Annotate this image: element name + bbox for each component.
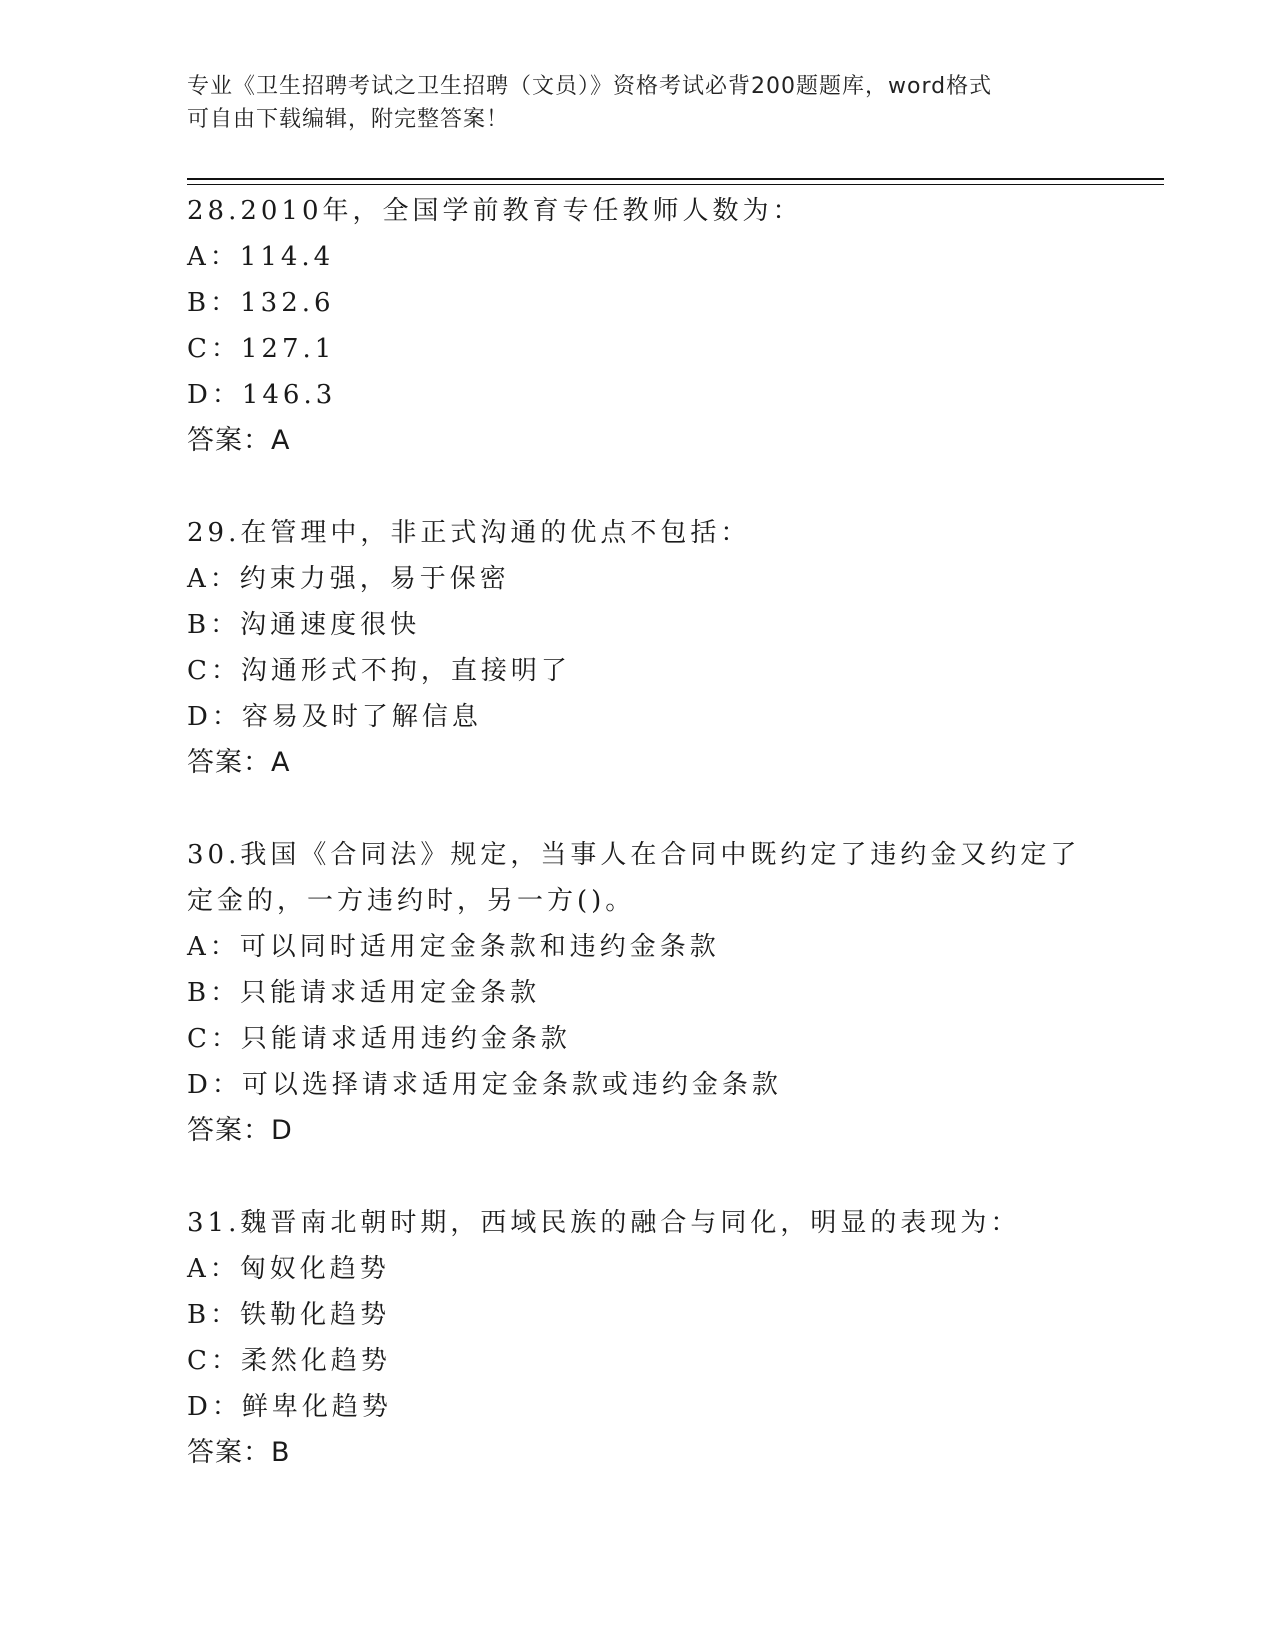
- option-b: B：铁勒化趋势: [187, 1300, 391, 1330]
- question-stem: 31.魏晋南北朝时期，西域民族的融合与同化，明显的表现为：: [187, 1208, 1021, 1238]
- answer-line: [187, 1108, 1087, 1154]
- question-28: [187, 188, 1087, 464]
- answer-line: [187, 1430, 1087, 1476]
- question-list: [187, 188, 1087, 1522]
- question-stem: 30.我国《合同法》规定，当事人在合同中既约定了违约金又约定了定金的，一方违约时，另一方()。: [187, 840, 1081, 916]
- answer-label: 答案：: [187, 747, 271, 778]
- option-d: D：容易及时了解信息: [187, 702, 482, 732]
- option-c: C：柔然化趋势: [187, 1346, 391, 1376]
- answer-value: D: [271, 1115, 293, 1146]
- option-b: B：132.6: [187, 288, 335, 318]
- question-stem: 29.在管理中，非正式沟通的优点不包括：: [187, 518, 751, 548]
- document-header: [187, 70, 1087, 136]
- header-divider-thin: [187, 184, 1164, 185]
- answer-value: A: [271, 425, 291, 456]
- option-d: D：可以选择请求适用定金条款或违约金条款: [187, 1070, 782, 1100]
- answer-label: 答案：: [187, 425, 271, 456]
- answer-value: A: [271, 747, 291, 778]
- answer-value: B: [271, 1437, 291, 1468]
- option-c: C：127.1: [187, 334, 336, 364]
- header-divider-thick: [187, 178, 1164, 180]
- answer-line: [187, 418, 1087, 464]
- answer-label: 答案：: [187, 1115, 271, 1146]
- option-a: A：114.4: [187, 242, 335, 272]
- option-b: B：沟通速度很快: [187, 610, 421, 640]
- option-a: A：匈奴化趋势: [187, 1254, 390, 1284]
- option-b: B：只能请求适用定金条款: [187, 978, 541, 1008]
- option-d: D：146.3: [187, 380, 337, 410]
- question-stem: 28.2010年，全国学前教育专任教师人数为：: [187, 196, 803, 226]
- question-30: [187, 832, 1087, 1154]
- option-c: C：只能请求适用违约金条款: [187, 1024, 571, 1054]
- option-a: A：可以同时适用定金条款和违约金条款: [187, 932, 720, 962]
- header-line-1: 专业《卫生招聘考试之卫生招聘（文员）》资格考试必背200题题库，word格式: [187, 74, 993, 99]
- answer-label: 答案：: [187, 1437, 271, 1468]
- question-29: [187, 510, 1087, 786]
- option-c: C：沟通形式不拘，直接明了: [187, 656, 571, 686]
- question-31: [187, 1200, 1087, 1476]
- answer-line: [187, 740, 1087, 786]
- option-d: D：鲜卑化趋势: [187, 1392, 392, 1422]
- option-a: A：约束力强，易于保密: [187, 564, 510, 594]
- header-line-2: 可自由下载编辑，附完整答案！: [187, 107, 510, 132]
